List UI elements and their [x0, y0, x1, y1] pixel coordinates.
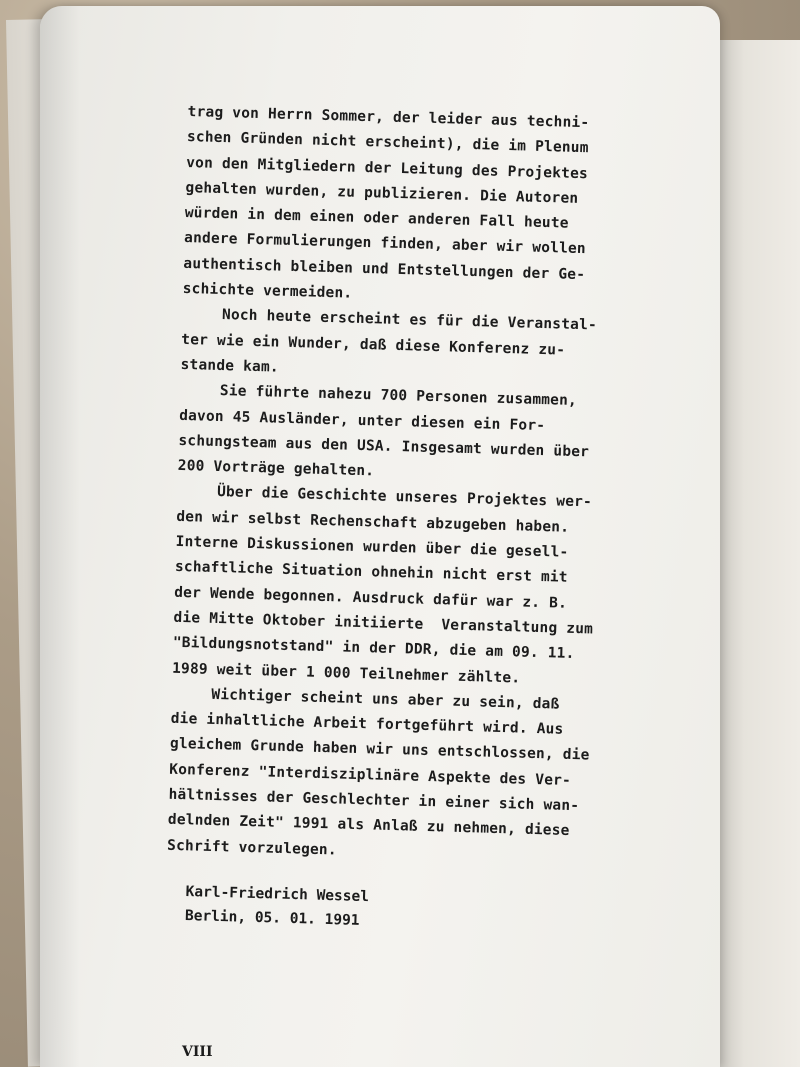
- text-line: gehalten wurden, zu publizieren. Die Autoren: [185, 179, 579, 207]
- text-line: hältnisses der Geschlechter in einer sich wan-: [168, 786, 580, 815]
- text-line: schichte vermeiden.: [182, 281, 353, 302]
- text-line: von den Mitgliedern der Leitung des Projektes: [186, 154, 589, 182]
- text-line: "Bildungsnotstand" in der DDR, die am 09. 11.: [172, 635, 575, 663]
- text-line: schen Gründen nicht erscheint), die im Plenum: [186, 129, 589, 157]
- text-line: Sie führte nahezu 700 Personen zusammen,: [219, 383, 578, 410]
- text-line: schungsteam aus den USA. Insgesamt wurden über: [178, 432, 590, 461]
- text-line: delnden Zeit" 1991 als Anlaß zu nehmen, diese: [167, 812, 570, 840]
- facing-page: [720, 40, 800, 1067]
- signature-block: [185, 880, 370, 933]
- page-shadow: [40, 6, 80, 1067]
- text-line: der Wende begonnen. Ausdruck dafür war z. B.: [174, 584, 568, 612]
- text-line: andere Formulierungen finden, aber wir wollen: [183, 230, 587, 258]
- text-line: schaftliche Situation ohnehin nicht erst mit: [174, 559, 568, 587]
- text-line: den wir selbst Rechenschaft abzugeben haben.: [176, 508, 570, 536]
- text-line: trag von Herrn Sommer, der leider aus techni-: [187, 103, 590, 132]
- page-number: VIII: [182, 1044, 213, 1060]
- text-line: ter wie ein Wunder, daß diese Konferenz zu-: [181, 331, 566, 359]
- signature-name: Karl-Friedrich Wessel: [185, 883, 370, 906]
- text-line: Konferenz "Interdisziplinäre Aspekte des Ver-: [169, 761, 572, 789]
- text-line: würden in dem einen oder anderen Fall heute: [184, 205, 569, 232]
- signature-place-date: Berlin, 05. 01. 1991: [184, 907, 360, 929]
- text-line: die inhaltliche Arbeit fortgeführt wird. Aus: [170, 710, 564, 738]
- text-line: Wichtiger scheint uns aber zu sein, daß: [211, 686, 560, 713]
- body-text: [167, 100, 648, 871]
- text-line: authentisch bleiben und Entstellungen der Ge-: [183, 255, 586, 283]
- text-line: Schrift vorzulegen.: [166, 837, 338, 859]
- text-line: Über die Geschichte unseres Projektes wer-: [216, 484, 593, 511]
- text-line: davon 45 Ausländer, unter diesen ein For-: [178, 407, 546, 434]
- text-line: gleichem Grunde haben wir uns entschlossen, die: [169, 736, 590, 764]
- text-line: Noch heute erscheint es für die Veranstal-: [221, 307, 598, 334]
- text-line: Interne Diskussionen wurden über die gesell-: [175, 533, 569, 561]
- text-line: 1989 weit über 1 000 Teilnehmer zählte.: [171, 660, 521, 687]
- text-line: 200 Vorträge gehalten.: [177, 458, 375, 480]
- text-line: stande kam.: [180, 356, 280, 376]
- text-line: die Mitte Oktober initiierte Veranstaltung zum: [173, 609, 594, 638]
